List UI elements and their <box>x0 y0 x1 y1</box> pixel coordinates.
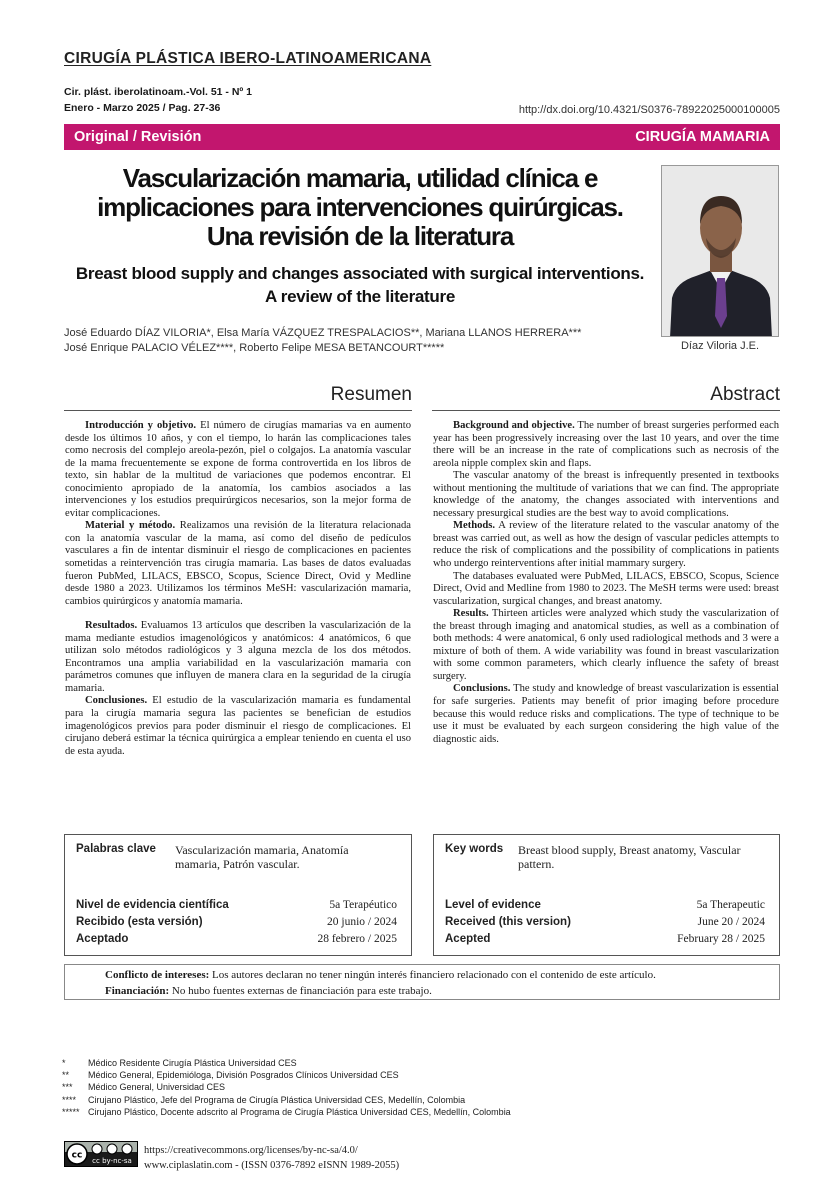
keywords-value: Breast blood supply, Breast anatomy, Vascular pattern. <box>518 843 741 871</box>
article-type: Original / Revisión <box>74 129 202 145</box>
paragraph-lead: Background and objective. <box>453 420 575 431</box>
footnote-mark: ***** <box>62 1106 80 1117</box>
citation-pages: Enero - Marzo 2025 / Pag. 27-36 <box>64 102 221 114</box>
title-english <box>70 262 650 308</box>
title-en-line: A review of the literature <box>265 287 455 306</box>
author-affiliations <box>62 1057 511 1118</box>
funding-text: No hubo fuentes externas de financiación para este trabajo. <box>171 985 432 997</box>
footnote-text: Médico General, Epidemióloga, División Posgrados Clínicos Universidad CES <box>88 1070 399 1081</box>
received-value: June 20 / 2024 <box>697 916 765 928</box>
footnote <box>62 1094 511 1106</box>
journal-site: www.ciplaslatin.com - (ISSN 0376-7892 eISNN 1989-2055) <box>144 1160 400 1171</box>
accepted-label: Acepted <box>445 933 491 945</box>
author-photo <box>661 165 779 337</box>
conflict-of-interest-box <box>64 964 780 1000</box>
resumen-text <box>65 420 411 758</box>
accepted-value: February 28 / 2025 <box>677 933 765 945</box>
evidence-row <box>445 899 765 911</box>
title-spanish <box>70 164 650 251</box>
received-label: Received (this version) <box>445 916 571 928</box>
footnote-text: Médico Residente Cirugía Plástica Universidad CES <box>88 1058 297 1068</box>
footnote-text: Cirujano Plástico, Jefe del Programa de Cirugía Plástica Universidad CES, Medellín, Colombia <box>88 1094 466 1105</box>
keywords-box-english <box>433 834 780 956</box>
authors-line: José Eduardo DÍAZ VILORIA*, Elsa María VÁZQUEZ TRESPALACIOS**, Mariana LLANOS HERRERA*** <box>64 327 582 339</box>
paragraph-lead: Introducción y objetivo. <box>85 420 197 431</box>
resumen-paragraph <box>65 420 411 520</box>
title-es-line: implicaciones para intervenciones quirúrgicas. <box>97 192 623 222</box>
abstract-paragraph: The vascular anatomy of the breast is infrequently presented in textbooks without mentioning the multitude of variations that we can find. The appropriate knowledge of the anatomy, the changes associated with interventions and necessary presurgical studies are the best way to avoid complications. <box>433 470 779 519</box>
title-en-line: Breast blood supply and changes associated with surgical interventions. <box>75 264 645 283</box>
authors-line: José Enrique PALACIO VÉLEZ****, Roberto Felipe MESA BETANCOURT***** <box>64 342 445 354</box>
footnote-mark: *** <box>62 1082 73 1093</box>
section-bar <box>64 124 780 150</box>
paragraph-body: Evaluamos 13 artículos que describen la vascularización de la mama mediante estudios imagenológicos y anatómicos: 4 anatómicos, 6 que utilizan solo métodos radiológicos y 3 alguna mezcla de los dos métodos. Encontramos una amplia variabilidad en la vascularización mamaria con parámetros comunes que influyen de manera clara en la seguridad de la cirugía mamaria. <box>65 620 411 694</box>
paragraph-lead: Resultados. <box>85 620 138 632</box>
abstract-paragraph <box>433 420 779 470</box>
conflict-label: Conflicto de intereses: <box>105 969 210 981</box>
accepted-row <box>76 933 397 945</box>
paragraph-body: El número de cirugías mamarias va en aumento desde los últimos 10 años, y con el tiempo, lo harán las complicaciones tales como necrosis del complejo areola-pezón, piel o colgajos. La anatomía vascular de la mama frecuentemente se expone de forma controvertida en los libros de texto, sin hablar de la multitud de variaciones que podemos encontrar. El conocimiento apropiado de la anatomía, los cambios asociados a las intervenciones y los estudios prequirúrgicos necesarios, son la mejor forma de evitar complicaciones. <box>65 420 411 519</box>
title-es-line: Vascularización mamaria, utilidad clínica e <box>122 163 598 193</box>
resumen-paragraph <box>65 620 411 695</box>
footnote-mark: ** <box>62 1070 70 1081</box>
abstract-paragraph <box>433 608 779 683</box>
evidence-value: 5a Terapéutico <box>329 899 397 911</box>
paragraph-body: Thirteen articles were analyzed which study the vascularization of the breast through imaging and anatomical studies, as well as a combination of both methods: 4 were anatomical, 6 only used radiological methods and 3 were a mixture of both of them. A wide variability was found in breast vascularization with some common parameters, which clearly influence the safety of breast surgery. <box>433 608 779 682</box>
abstract-text <box>433 420 779 746</box>
article-category: CIRUGÍA MAMARIA <box>635 129 770 145</box>
abstract-heading: Abstract <box>432 384 780 411</box>
footnote <box>62 1081 511 1093</box>
resumen-paragraph <box>65 520 411 608</box>
abstract-paragraph <box>433 683 779 746</box>
footnote-text: Médico General, Universidad CES <box>88 1082 226 1093</box>
paragraph-body: The number of breast surgeries performed each year has been progressively increasing over the last 10 years, and over the time there will be an increase in the rate of complications such as necrosis of the areola nipple complex skin and flaps. <box>433 420 779 469</box>
conflict-line <box>105 967 779 983</box>
footnote <box>62 1106 511 1118</box>
footnote-mark: **** <box>62 1094 77 1105</box>
resumen-paragraph <box>65 695 411 758</box>
evidence-label: Level of evidence <box>445 899 541 911</box>
license-info <box>144 1143 399 1173</box>
doi-link[interactable]: http://dx.doi.org/10.4321/S0376-78922025000100005 <box>518 104 780 116</box>
resumen-heading: Resumen <box>64 384 412 411</box>
accepted-row <box>445 933 765 945</box>
footnote <box>62 1057 511 1069</box>
paragraph-lead: Conclusions. <box>453 683 511 695</box>
creative-commons-badge[interactable] <box>64 1141 138 1167</box>
photo-caption: Díaz Viloria J.E. <box>680 340 760 352</box>
funding-label: Financiación: <box>105 985 170 997</box>
accepted-label: Aceptado <box>76 933 129 945</box>
footnote-text: Cirujano Plástico, Docente adscrito al Programa de Cirugía Plástica Universidad CES, Medellín, Colombia <box>88 1106 511 1117</box>
conflict-text: Los autores declaran no tener ningún interés financiero relacionado con el contenido de este artículo. <box>212 969 656 981</box>
received-row <box>76 916 397 928</box>
paragraph-lead: Results. <box>453 608 489 620</box>
paragraph-lead: Methods. <box>453 520 496 532</box>
paragraph-body: El estudio de la vascularización mamaria es fundamental para la cirugía mamaria segura las pacientes se benefician de estudios imagenológicos previos para poder disminuir el riesgo de complicaciones. El cirujano deberá estimar la técnica quirúrgica a emplear teniendo en cuenta el uso de esta ayuda. <box>65 695 411 757</box>
paragraph-body: The study and knowledge of breast vascularization is essential for safe surgeries. Patients may benefit of prior imaging before procedure because this would reduce risks and complications. The type of technique to be use it must be evaluated by each surgeon considering the high value of the diagnostic aids. <box>433 683 779 745</box>
funding-line <box>105 983 779 999</box>
paragraph-lead: Material y método. <box>85 520 176 532</box>
cc-license-icon <box>65 1142 137 1166</box>
journal-name: CIRUGÍA PLÁSTICA IBERO-LATINOAMERICANA <box>64 50 432 67</box>
paragraph-lead: Conclusiones. <box>85 695 148 707</box>
citation-volume: Cir. plást. iberolatinoam.-Vol. 51 - Nº 1 <box>64 86 253 98</box>
keywords-label: Palabras clave <box>76 843 156 855</box>
footnote-mark: * <box>62 1058 66 1068</box>
abstract-paragraph <box>433 520 779 570</box>
accepted-value: 28 febrero / 2025 <box>317 933 397 945</box>
license-url[interactable]: https://creativecommons.org/licenses/by-nc-sa/4.0/ <box>144 1145 358 1156</box>
title-es-line: Una revisión de la literatura <box>206 221 514 251</box>
evidence-label: Nivel de evidencia científica <box>76 899 229 911</box>
footnote <box>62 1069 511 1081</box>
received-row <box>445 916 765 928</box>
paragraph-body: A review of the literature related to the vascular anatomy of the breast was carried out, as well as how the design of vascular pedicles attempts to reduce the risk of complications and the possibility of complications in patients who undergo reinterventions after initial mammary surgery. <box>433 520 779 570</box>
keywords-value: Vascularización mamaria, Anatomía mamaria, Patrón vascular. <box>175 843 349 871</box>
received-label: Recibido (esta versión) <box>76 916 203 928</box>
evidence-value: 5a Therapeutic <box>696 899 765 911</box>
svg-text:cc: cc <box>71 1150 83 1161</box>
keywords-box-spanish <box>64 834 412 956</box>
keywords-label: Key words <box>445 843 504 855</box>
paragraph-body: Realizamos una revisión de la literatura relacionada con la anatomía vascular de la mama, así como del diseño de pedículos vasculares a fin de intentar disminuir el riesgo de complicaciones en pacientes sometidas a reintervención tras cirugía mamaria. Las bases de datos evaluadas fueron PubMed, LILACS, EBSCO, Scopus, Science Direct, Ovid y Medline desde 1980 a 2023. Utilizamos los términos MeSH: vascularización mamaria, cambios quirúrgicos y anatomía mamaria. <box>65 520 411 607</box>
received-value: 20 junio / 2024 <box>327 916 397 928</box>
cc-badge-label: cc by-nc-sa <box>92 1157 132 1165</box>
evidence-row <box>76 899 397 911</box>
abstract-paragraph: The databases evaluated were PubMed, LILACS, EBSCO, Scopus, Science Direct, Ovid and Medline from 1980 to 2023. The MeSH terms were used: breast vascularization, surgical changes, and breast anatomy. <box>433 570 779 607</box>
